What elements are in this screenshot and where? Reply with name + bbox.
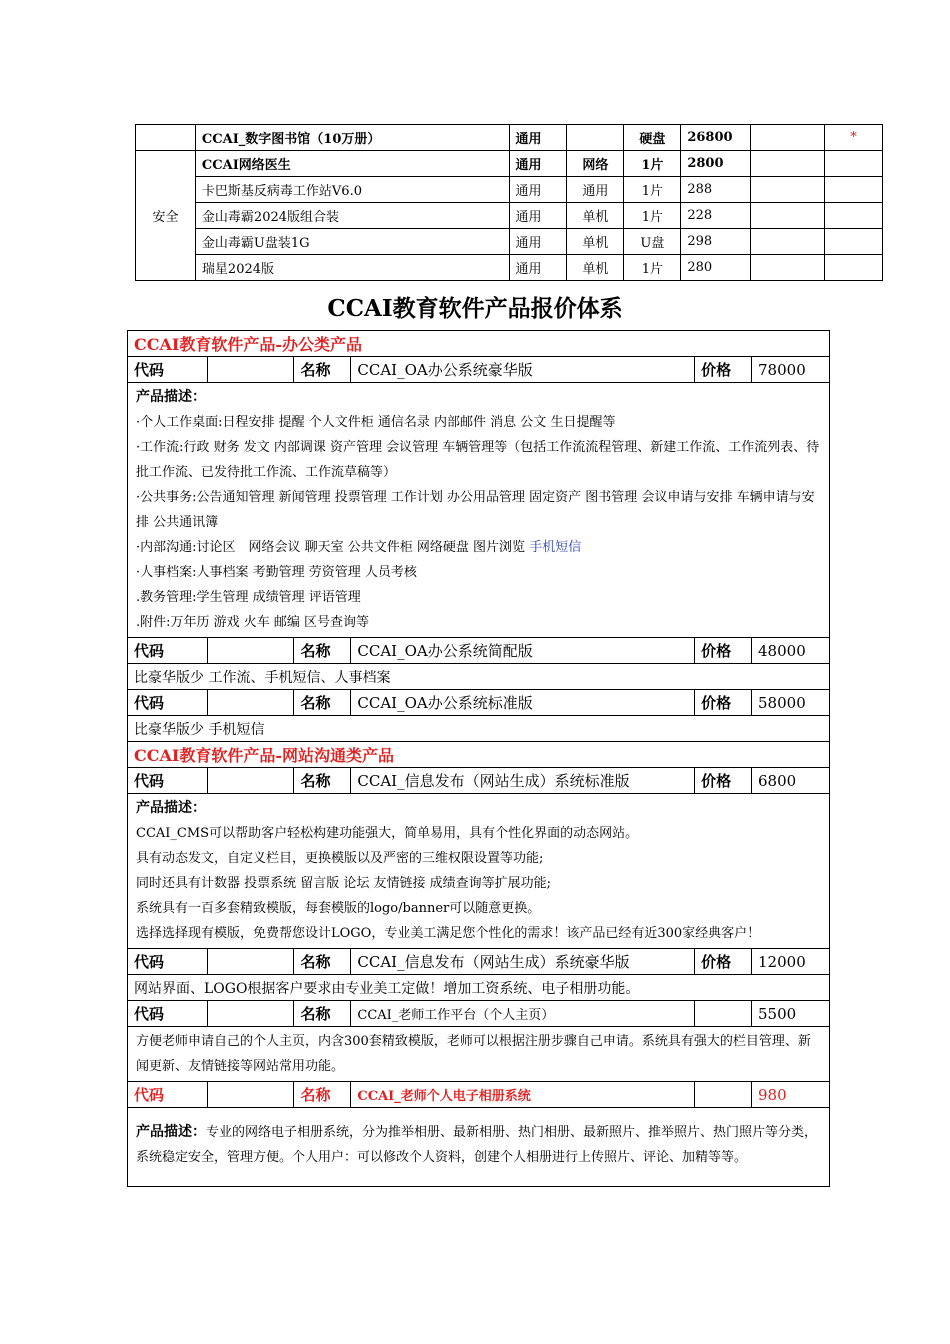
product-note: 网站界面、LOGO根据客户要求由专业美工定做！增加工资系统、电子相册功能。 bbox=[128, 975, 830, 1001]
table-row bbox=[136, 177, 883, 203]
desc-text: 专业的网络电子相册系统，分为推举相册、最新相册、热门相册、最新照片、推举照片、热门照片等分类，系统稳定安全，管理方便。个人用户：可以修改个人资料，创建个人相册进行上传照片、评论、加精等等。 bbox=[136, 1125, 818, 1165]
product-price: 48000 bbox=[752, 638, 830, 664]
product-name: CCAI网络医生 bbox=[195, 151, 509, 177]
code-label: 代码 bbox=[128, 1082, 208, 1108]
product-row bbox=[128, 1001, 830, 1027]
code-label: 代码 bbox=[128, 357, 208, 383]
unit: 1片 bbox=[624, 177, 681, 203]
desc-line: ·工作流:行政 财务 发文 内部调课 资产管理 会议管理 车辆管理等（包括工作流流程管理、新建工作流、工作流列表、待批工作流、已发待批工作流、工作流草稿等） bbox=[136, 440, 820, 480]
type bbox=[567, 125, 624, 151]
price-label: 价格 bbox=[695, 690, 752, 716]
price-label bbox=[695, 1082, 752, 1108]
product-row bbox=[128, 768, 830, 794]
code-label: 代码 bbox=[128, 1001, 208, 1027]
product-price: 12000 bbox=[752, 949, 830, 975]
name-label: 名称 bbox=[294, 690, 351, 716]
price-label bbox=[695, 1001, 752, 1027]
desc-line: 同时还具有计数器 投票系统 留言版 论坛 友情链接 成绩查询等扩展功能; bbox=[136, 876, 552, 891]
code-value bbox=[207, 768, 294, 794]
platform: 通用 bbox=[509, 203, 567, 229]
price: 280 bbox=[681, 255, 751, 281]
product-note: 比豪华版少 工作流、手机短信、人事档案 bbox=[128, 664, 830, 690]
desc-line: ·人事档案:人事档案 考勤管理 劳资管理 人员考核 bbox=[136, 565, 417, 580]
product-name: CCAI_数字图书馆（10万册） bbox=[195, 125, 509, 151]
price: 228 bbox=[681, 203, 751, 229]
desc-line: .教务管理:学生管理 成绩管理 评语管理 bbox=[136, 590, 361, 605]
product-price: 78000 bbox=[752, 357, 830, 383]
product-price: 58000 bbox=[752, 690, 830, 716]
platform: 通用 bbox=[509, 255, 567, 281]
table-row bbox=[136, 203, 883, 229]
type: 单机 bbox=[567, 203, 624, 229]
name-label: 名称 bbox=[294, 949, 351, 975]
security-products-table bbox=[135, 124, 883, 281]
product-name: 金山毒霸2024版组合装 bbox=[195, 203, 509, 229]
unit: 1片 bbox=[624, 203, 681, 229]
platform: 通用 bbox=[509, 125, 567, 151]
product-name: CCAI_信息发布（网站生成）系统标准版 bbox=[351, 768, 695, 794]
desc-line: 具有动态发文，自定义栏目，更换模版以及严密的三维权限设置等功能; bbox=[136, 851, 544, 866]
product-price: 6800 bbox=[752, 768, 830, 794]
table-row bbox=[136, 229, 883, 255]
product-name: 金山毒霸U盘装1G bbox=[195, 229, 509, 255]
price: 26800 bbox=[681, 125, 751, 151]
code-value bbox=[207, 357, 294, 383]
price-label: 价格 bbox=[695, 949, 752, 975]
product-description bbox=[128, 794, 830, 949]
page-title: CCAI教育软件产品报价体系 bbox=[327, 295, 623, 322]
desc-line: ·个人工作桌面:日程安排 提醒 个人文件柜 通信名录 内部邮件 消息 公文 生日提醒等 bbox=[136, 415, 616, 430]
platform: 通用 bbox=[509, 177, 567, 203]
product-name: CCAI_OA办公系统豪华版 bbox=[351, 357, 695, 383]
description-heading: 产品描述： bbox=[136, 1124, 206, 1140]
product-description bbox=[128, 1108, 830, 1187]
price-label: 价格 bbox=[695, 768, 752, 794]
name-label: 名称 bbox=[294, 1001, 351, 1027]
description-heading: 产品描述： bbox=[136, 800, 206, 816]
desc-line: .附件:万年历 游戏 火车 邮编 区号查询等 bbox=[136, 615, 370, 630]
section-title-office: CCAI教育软件产品-办公类产品 bbox=[128, 331, 830, 357]
name-label: 名称 bbox=[294, 638, 351, 664]
product-row bbox=[128, 949, 830, 975]
description-heading: 产品描述： bbox=[136, 389, 206, 405]
product-name: 卡巴斯基反病毒工作站V6.0 bbox=[195, 177, 509, 203]
type: 通用 bbox=[567, 177, 624, 203]
product-row bbox=[128, 1082, 830, 1108]
unit: 1片 bbox=[624, 255, 681, 281]
code-value bbox=[207, 1082, 294, 1108]
unit: 1片 bbox=[624, 151, 681, 177]
price: 2800 bbox=[681, 151, 751, 177]
sms-link: 手机短信 bbox=[529, 540, 582, 555]
product-note: 方便老师申请自己的个人主页，内含300套精致模版，老师可以根据注册步骤自己申请。系统具有强大的栏目管理、新闻更新、友情链接等网站常用功能。 bbox=[128, 1027, 830, 1082]
star-mark: * bbox=[825, 125, 883, 151]
name-label: 名称 bbox=[294, 1082, 351, 1108]
price-label: 价格 bbox=[695, 638, 752, 664]
product-row bbox=[128, 357, 830, 383]
table-row bbox=[136, 125, 883, 151]
product-row bbox=[128, 690, 830, 716]
desc-line: 选择选择现有模版，免费帮您设计LOGO，专业美工满足您个性化的需求！该产品已经有近300家经典客户！ bbox=[136, 926, 761, 941]
type: 单机 bbox=[567, 255, 624, 281]
product-name: 瑞星2024版 bbox=[195, 255, 509, 281]
product-name: CCAI_信息发布（网站生成）系统豪华版 bbox=[351, 949, 695, 975]
product-name: CCAI_老师个人电子相册系统 bbox=[351, 1082, 695, 1108]
product-name: CCAI_OA办公系统标准版 bbox=[351, 690, 695, 716]
desc-line: ·公共事务:公告通知管理 新闻管理 投票管理 工作计划 办公用品管理 固定资产 图书管理 会议申请与安排 车辆申请与安排 公共通讯簿 bbox=[136, 490, 815, 530]
code-value bbox=[207, 638, 294, 664]
platform: 通用 bbox=[509, 229, 567, 255]
section-title-web: CCAI教育软件产品-网站沟通类产品 bbox=[128, 742, 830, 768]
desc-line: 系统具有一百多套精致模版，每套模版的logo/banner可以随意更换。 bbox=[136, 901, 541, 916]
product-price: 980 bbox=[752, 1082, 830, 1108]
code-label: 代码 bbox=[128, 949, 208, 975]
product-description bbox=[128, 383, 830, 638]
price-label: 价格 bbox=[695, 357, 752, 383]
product-name: CCAI_老师工作平台（个人主页） bbox=[351, 1001, 695, 1027]
name-label: 名称 bbox=[294, 768, 351, 794]
type: 网络 bbox=[567, 151, 624, 177]
platform: 通用 bbox=[509, 151, 567, 177]
unit: U盘 bbox=[624, 229, 681, 255]
product-row bbox=[128, 638, 830, 664]
code-label: 代码 bbox=[128, 690, 208, 716]
type: 单机 bbox=[567, 229, 624, 255]
product-note: 比豪华版少 手机短信 bbox=[128, 716, 830, 742]
code-value bbox=[207, 1001, 294, 1027]
table-row bbox=[136, 255, 883, 281]
desc-line: ·内部沟通:讨论区 网络会议 聊天室 公共文件柜 网络硬盘 图片浏览 手机短信 bbox=[136, 540, 582, 555]
category-security: 安全 bbox=[136, 151, 196, 281]
name-label: 名称 bbox=[294, 357, 351, 383]
table-row bbox=[136, 151, 883, 177]
code-value bbox=[207, 690, 294, 716]
product-price: 5500 bbox=[752, 1001, 830, 1027]
price: 288 bbox=[681, 177, 751, 203]
code-label: 代码 bbox=[128, 638, 208, 664]
code-value bbox=[207, 949, 294, 975]
code-label: 代码 bbox=[128, 768, 208, 794]
price-table bbox=[127, 330, 830, 1187]
desc-line: CCAI_CMS可以帮助客户轻松构建功能强大，简单易用，具有个性化界面的动态网站。 bbox=[136, 826, 639, 841]
price: 298 bbox=[681, 229, 751, 255]
unit: 硬盘 bbox=[624, 125, 681, 151]
product-name: CCAI_OA办公系统简配版 bbox=[351, 638, 695, 664]
